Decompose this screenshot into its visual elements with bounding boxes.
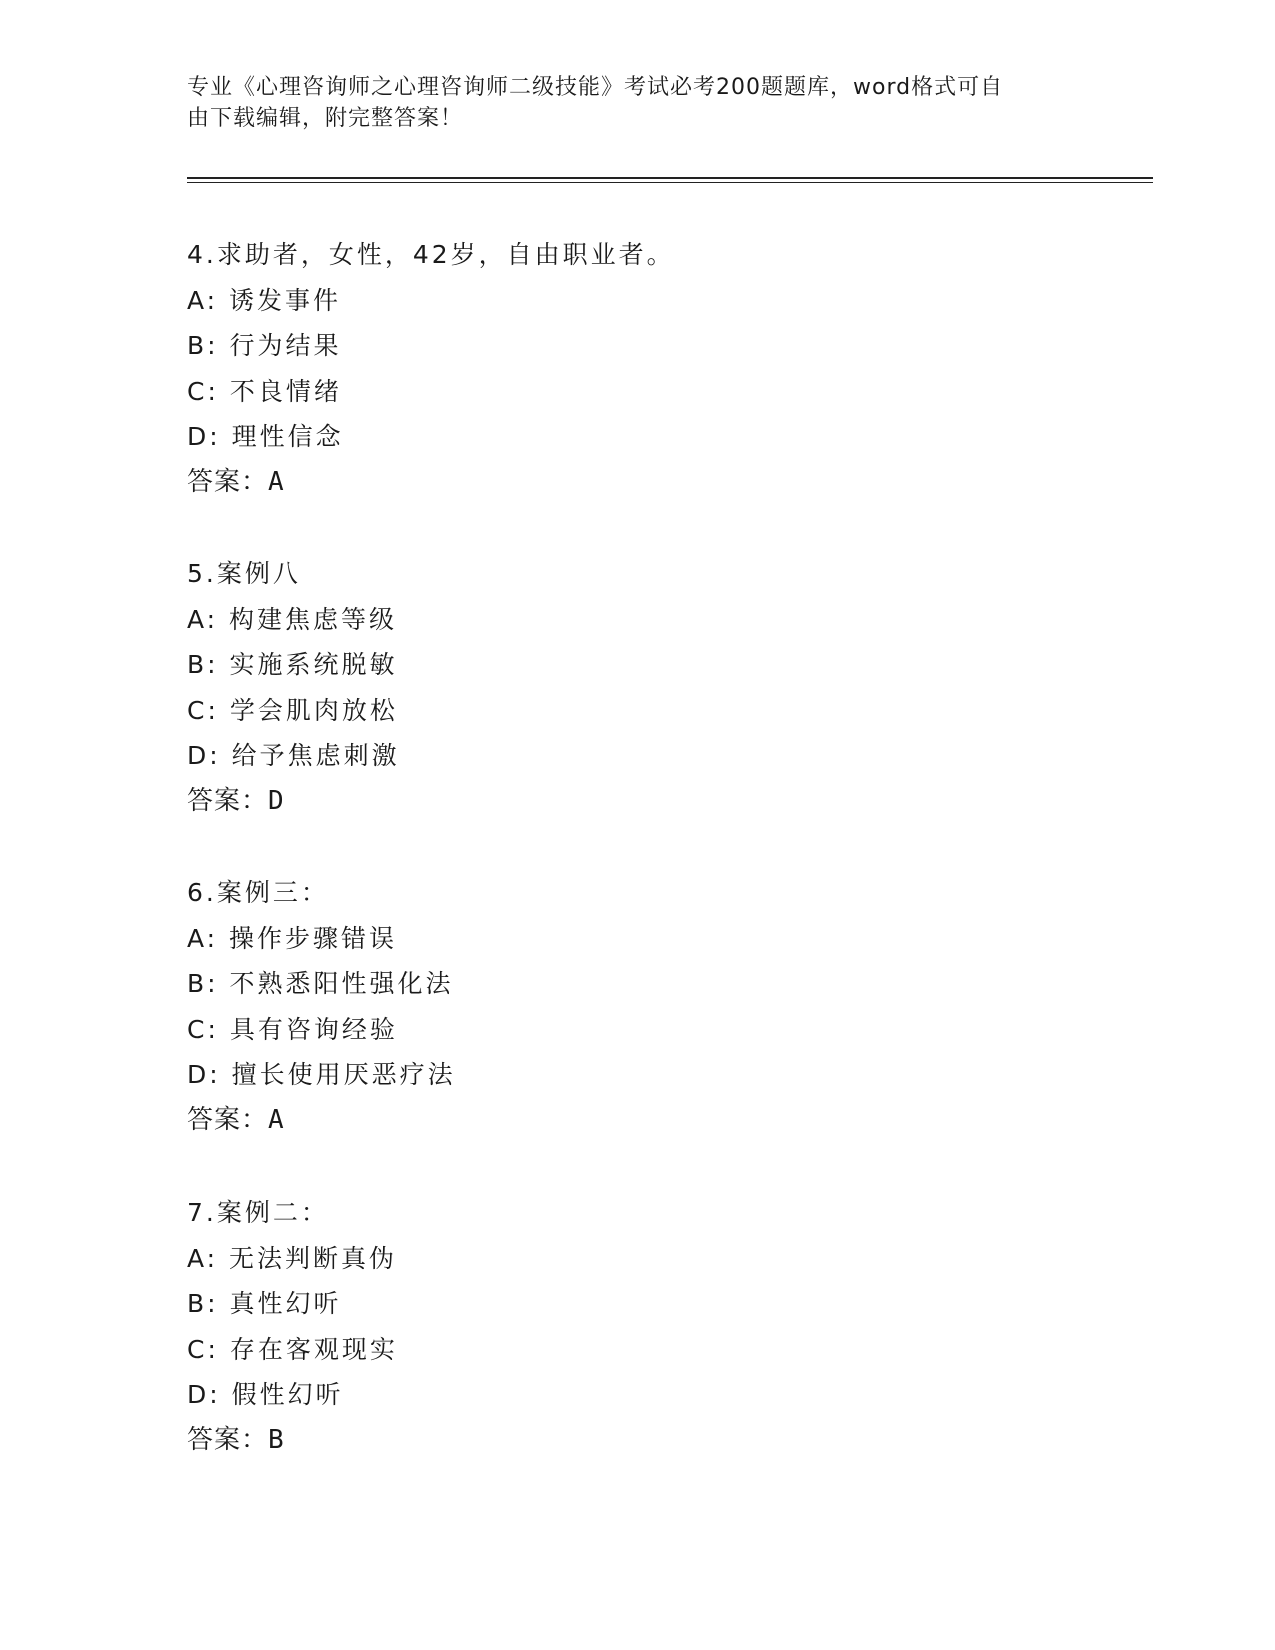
option-c: C: 存在客观现实	[187, 1334, 398, 1364]
option-a: A: 操作步骤错误	[187, 923, 398, 953]
answer: 答案：A	[187, 1104, 285, 1135]
option-c: C: 具有咨询经验	[187, 1014, 398, 1044]
option-d: D: 假性幻听	[187, 1380, 344, 1410]
question-stem: 7.案例二：	[187, 1198, 329, 1227]
header-rule-thick	[187, 177, 1153, 179]
option-d: D: 给予焦虑刺激	[187, 741, 400, 771]
answer: 答案：D	[187, 785, 285, 816]
header-line-1: 专业《心理咨询师之心理咨询师二级技能》考试必考200题题库，word格式可自	[187, 75, 1004, 100]
question-stem: 4.求助者，女性，42岁，自由职业者。	[187, 240, 675, 269]
header-line-2: 由下载编辑，附完整答案！	[187, 106, 464, 131]
option-d: D: 擅长使用厌恶疗法	[187, 1060, 456, 1090]
question-6	[187, 870, 1087, 1144]
option-c: C: 不良情绪	[187, 376, 342, 406]
option-b: B: 真性幻听	[187, 1289, 342, 1319]
document-header	[187, 72, 1067, 134]
question-4	[187, 232, 1087, 506]
option-a: A: 诱发事件	[187, 285, 342, 315]
option-a: A: 构建焦虑等级	[187, 604, 398, 634]
answer: 答案：B	[187, 1424, 285, 1455]
header-rule-thin	[187, 182, 1153, 183]
option-d: D: 理性信念	[187, 422, 344, 452]
option-b: B: 不熟悉阳性强化法	[187, 969, 454, 999]
option-a: A: 无法判断真伪	[187, 1243, 398, 1273]
option-b: B: 行为结果	[187, 331, 342, 361]
option-b: B: 实施系统脱敏	[187, 650, 398, 680]
answer: 答案：A	[187, 466, 285, 497]
option-c: C: 学会肌肉放松	[187, 695, 398, 725]
question-7	[187, 1190, 1087, 1464]
question-stem: 5.案例八	[187, 559, 301, 588]
question-5	[187, 551, 1087, 825]
question-stem: 6.案例三：	[187, 878, 329, 907]
